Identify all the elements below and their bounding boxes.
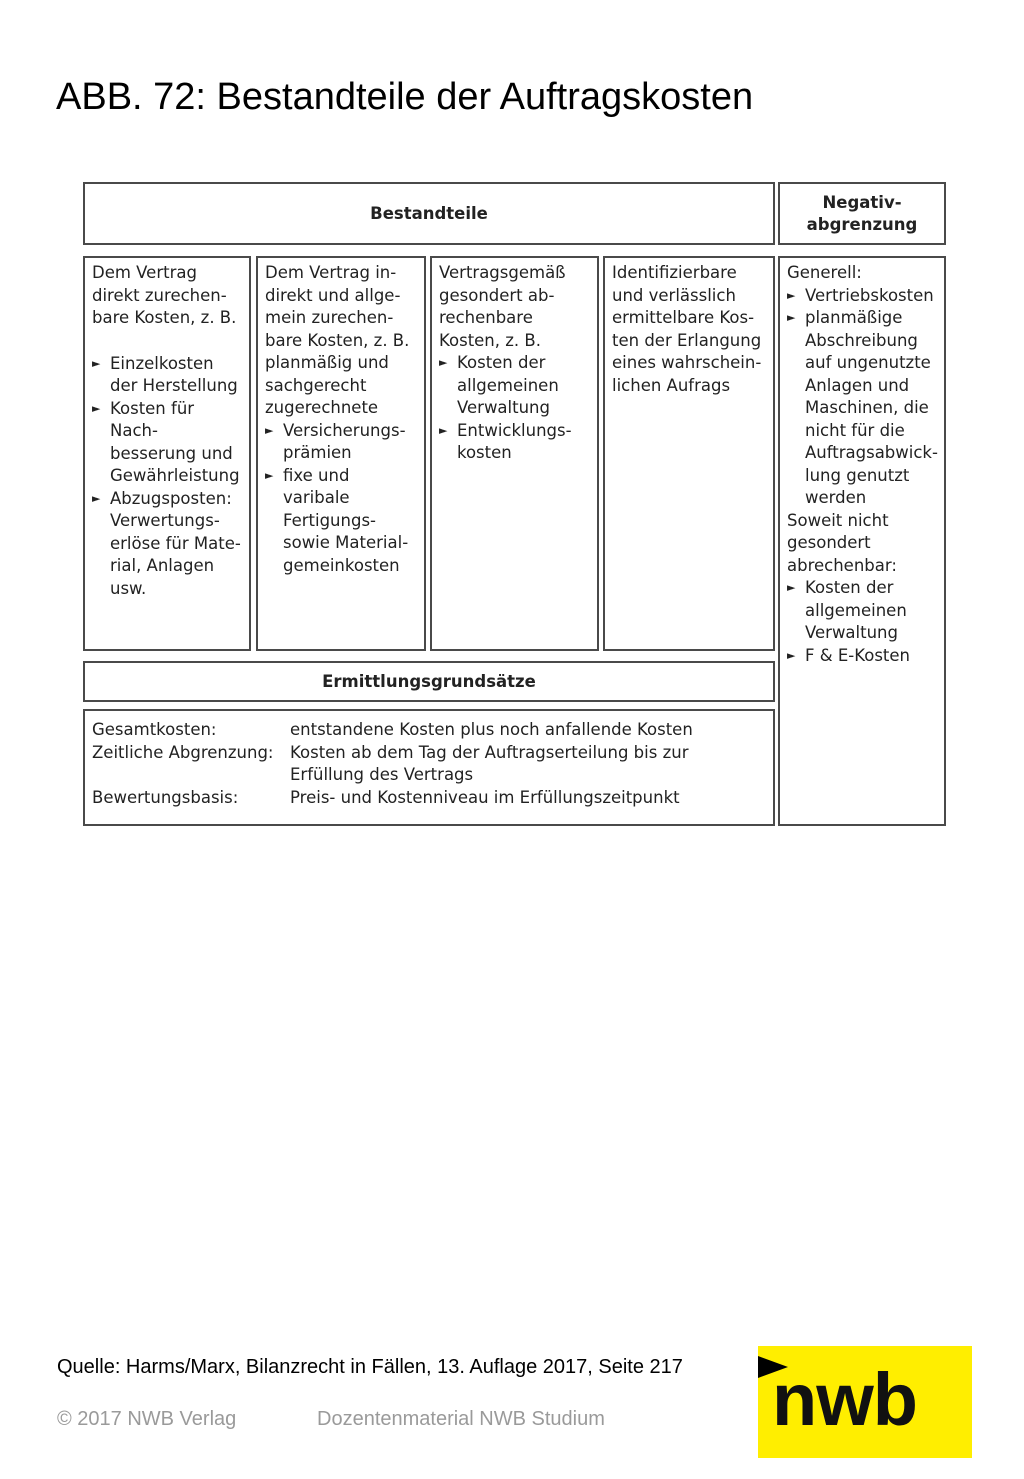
column-intro: Vertragsgemäß gesondert ab- rechenbare Kosten, z. B. xyxy=(439,263,566,350)
row-label: Gesamtkosten: xyxy=(92,720,217,739)
source-citation: Quelle: Harms/Marx, Bilanzrecht in Fällen, 13. Auflage 2017, Seite 217 xyxy=(57,1356,683,1378)
ermittlung-header-label: Ermittlungsgrundsätze xyxy=(322,671,536,691)
negativ-header xyxy=(778,182,946,245)
ermittlung-table xyxy=(83,709,775,826)
row-value: Kosten ab dem Tag der Auftragserteilung bis zur Erfüllung des Vertrags xyxy=(290,742,689,784)
row-value: Preis- und Kostenniveau im Erfüllungszeitpunkt xyxy=(290,787,680,807)
logo-text: nwb xyxy=(772,1358,917,1441)
column-erlangung xyxy=(603,256,775,651)
footer-copyright: © 2017 NWB Verlag xyxy=(57,1408,237,1430)
column-indirekt xyxy=(256,256,426,651)
column-gesondert xyxy=(430,256,599,651)
bestandteile-header-label: Bestandteile xyxy=(370,203,488,223)
list-item: ► F & E-Kosten xyxy=(787,645,938,668)
column-intro: Identifizierbare und verlässlich ermittelbare Kos- ten der Erlangung eines wahrschein- lichen Aufrags xyxy=(612,263,762,395)
table-row xyxy=(92,787,767,810)
list-item: ► Kosten der allgemeinen Verwaltung xyxy=(787,577,938,645)
nwb-logo xyxy=(758,1346,972,1458)
column-negativabgrenzung xyxy=(778,256,946,826)
negativ-intro-generell: Generell: xyxy=(787,263,862,282)
column-intro: Dem Vertrag direkt zurechen- bare Kosten, z. B. xyxy=(92,263,237,327)
ermittlung-header xyxy=(83,661,775,702)
list-item: ► Versicherungs- prämien xyxy=(265,420,418,465)
negativ-intro-soweit: Soweit nicht gesondert abrechenbar: xyxy=(787,510,897,575)
list-item: ► fixe und varibale Fertigungs- sowie Material- gemeinkosten xyxy=(265,465,418,578)
list-item: ► Entwicklungs- kosten xyxy=(439,420,591,465)
row-label: Zeitliche Abgrenzung: xyxy=(92,742,274,762)
list-item: ► Kosten der allgemeinen Verwaltung xyxy=(439,352,591,420)
list-item: ► Einzelkosten der Herstellung xyxy=(92,353,243,398)
column-direkt xyxy=(83,256,251,651)
footer-material: Dozentenmaterial NWB Studium xyxy=(317,1408,605,1430)
list-item: ► planmäßige Abschreibung auf ungenutzte Anlagen und Maschinen, die nicht für die Auftragsabwick- lung genutzt werden xyxy=(787,307,938,510)
table-row xyxy=(92,742,767,787)
row-value: entstandene Kosten plus noch anfallende Kosten xyxy=(290,720,693,739)
page-title: ABB. 72: Bestandteile der Auftragskosten xyxy=(56,76,754,118)
list-item: ► Vertriebskosten xyxy=(787,285,938,308)
negativ-header-label: Negativ- abgrenzung xyxy=(806,192,918,234)
list-item: ► Kosten für Nach- besserung und Gewährleistung xyxy=(92,398,243,488)
list-item: ► Abzugsposten: Verwertungs- erlöse für Mate- rial, Anlagen usw. xyxy=(92,488,243,601)
bestandteile-header xyxy=(83,182,775,245)
column-intro: Dem Vertrag in- direkt und allge- mein zurechen- bare Kosten, z. B. planmäßig und sachgerecht zugerechnete xyxy=(265,263,410,417)
row-label: Bewertungsbasis: xyxy=(92,787,239,807)
table-row xyxy=(92,719,767,742)
